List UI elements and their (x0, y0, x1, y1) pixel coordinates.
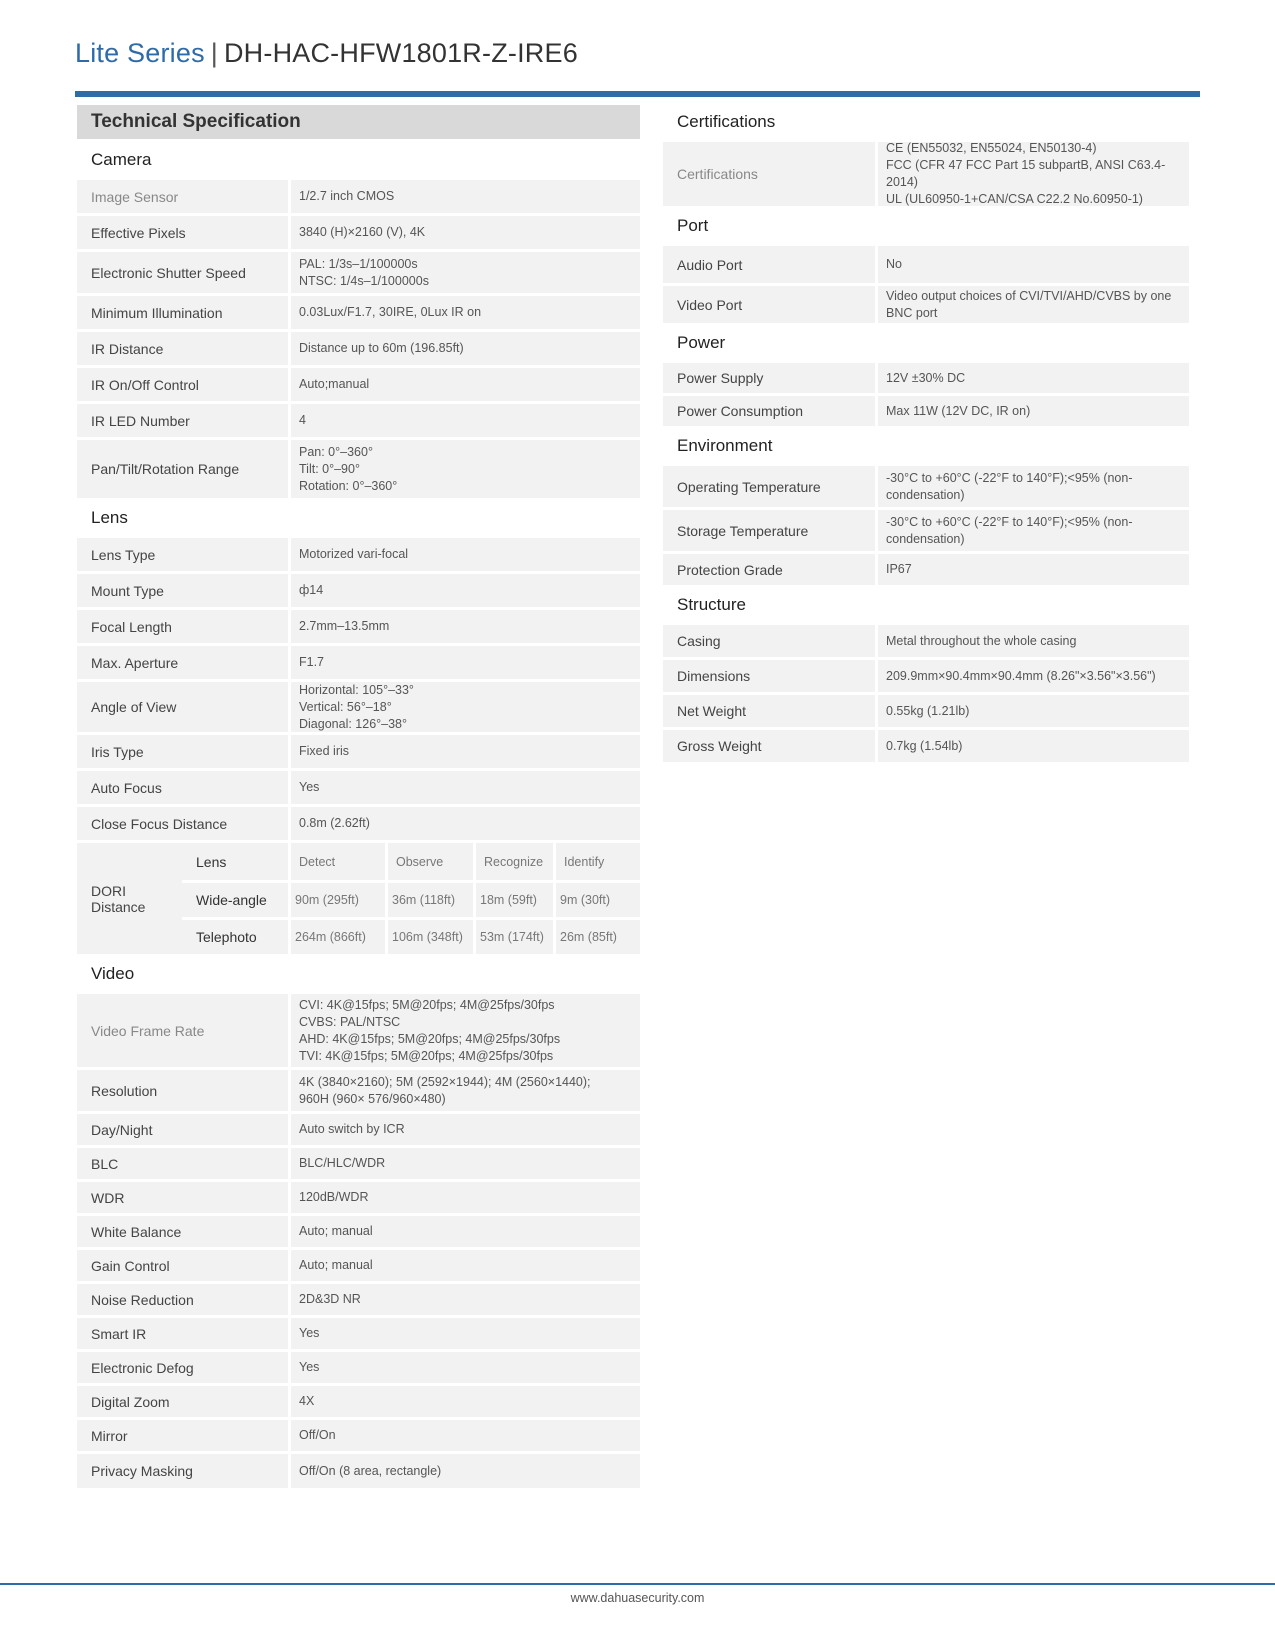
table-row (663, 730, 1189, 762)
power-table (663, 363, 1189, 426)
spec-value: 1/2.7 inch CMOS (291, 180, 640, 213)
table-row (663, 363, 1189, 393)
spec-value: 209.9mm×90.4mm×90.4mm (8.26"×3.56"×3.56") (878, 660, 1189, 692)
spec-label: Resolution (77, 1070, 288, 1111)
dori-cell: 90m (295ft) (288, 883, 385, 917)
spec-label: Operating Temperature (663, 466, 875, 507)
table-row (77, 180, 640, 213)
title-separator: | (210, 38, 218, 68)
spec-value: 120dB/WDR (291, 1182, 640, 1213)
spec-label: IR Distance (77, 332, 288, 365)
table-row (77, 296, 640, 329)
table-row (663, 142, 1189, 206)
dori-cell: Identify (553, 843, 640, 880)
table-row (77, 252, 640, 293)
spec-label: Audio Port (663, 246, 875, 283)
table-row (77, 1352, 640, 1383)
section-video: Video (91, 964, 135, 983)
table-row (77, 574, 640, 607)
spec-value: 2.7mm–13.5mm (291, 610, 640, 643)
spec-value: -30°C to +60°C (-22°F to 140°F);<95% (non-condensation) (878, 510, 1189, 551)
spec-label: Noise Reduction (77, 1284, 288, 1315)
section-lens: Lens (91, 508, 128, 527)
table-row (663, 510, 1189, 551)
spec-label: Privacy Masking (77, 1454, 288, 1488)
spec-value: No (878, 246, 1189, 283)
dori-cell: 18m (59ft) (473, 883, 553, 917)
dori-cell: 106m (348ft) (385, 920, 473, 954)
dori-cell: 53m (174ft) (473, 920, 553, 954)
dori-row (182, 880, 640, 917)
dori-cell: Observe (385, 843, 473, 880)
table-row (77, 610, 640, 643)
spec-value: Yes (291, 1318, 640, 1349)
table-row (77, 646, 640, 679)
spec-label: Gain Control (77, 1250, 288, 1281)
spec-label: Dimensions (663, 660, 875, 692)
spec-label: Pan/Tilt/Rotation Range (77, 440, 288, 498)
camera-table (77, 180, 640, 498)
dori-cell: 36m (118ft) (385, 883, 473, 917)
table-row (77, 807, 640, 840)
spec-value: F1.7 (291, 646, 640, 679)
dori-cell: 26m (85ft) (553, 920, 640, 954)
spec-label: Lens Type (77, 538, 288, 571)
spec-value: 3840 (H)×2160 (V), 4K (291, 216, 640, 249)
spec-value: Motorized vari-focal (291, 538, 640, 571)
spec-value: Distance up to 60m (196.85ft) (291, 332, 640, 365)
video-table (77, 994, 640, 1488)
spec-value: CE (EN55032, EN55024, EN50130-4) FCC (CFR 47 FCC Part 15 subpartB, ANSI C63.4-2014) UL (UL60950-1+CAN/CSA C22.2 No.60950-1) (878, 142, 1189, 206)
table-row (663, 660, 1189, 692)
spec-value: BLC/HLC/WDR (291, 1148, 640, 1179)
dori-row (182, 917, 640, 954)
table-row (663, 625, 1189, 657)
spec-value: Video output choices of CVI/TVI/AHD/CVBS by one BNC port (878, 286, 1189, 323)
table-row (77, 404, 640, 437)
spec-label: Casing (663, 625, 875, 657)
certifications-table (663, 142, 1189, 206)
environment-table (663, 466, 1189, 585)
spec-value: Off/On (8 area, rectangle) (291, 1454, 640, 1488)
spec-value: Off/On (291, 1420, 640, 1451)
spec-label: Gross Weight (663, 730, 875, 762)
spec-value: 0.03Lux/F1.7, 30IRE, 0Lux IR on (291, 296, 640, 329)
spec-label: Max. Aperture (77, 646, 288, 679)
dori-cell: 9m (30ft) (553, 883, 640, 917)
spec-label: Smart IR (77, 1318, 288, 1349)
series-name: Lite Series (75, 38, 205, 68)
dori-row-label: Wide-angle (196, 892, 267, 908)
spec-value: 12V ±30% DC (878, 363, 1189, 393)
footer-url: www.dahuasecurity.com (570, 1591, 705, 1605)
table-row (663, 396, 1189, 426)
table-row (77, 1284, 640, 1315)
spec-value: 4X (291, 1386, 640, 1417)
table-row (77, 1386, 640, 1417)
table-row (77, 216, 640, 249)
spec-label: Day/Night (77, 1114, 288, 1145)
table-row (77, 1114, 640, 1145)
dori-row-label: Telephoto (196, 929, 257, 945)
spec-value: 0.8m (2.62ft) (291, 807, 640, 840)
spec-label: IR On/Off Control (77, 368, 288, 401)
table-row (77, 1182, 640, 1213)
section-camera: Camera (91, 150, 152, 169)
spec-value: -30°C to +60°C (-22°F to 140°F);<95% (non-condensation) (878, 466, 1189, 507)
spec-value: Horizontal: 105°–33° Vertical: 56°–18° Diagonal: 126°–38° (291, 682, 640, 732)
spec-value: Yes (291, 771, 640, 804)
spec-label: Mount Type (77, 574, 288, 607)
table-row (77, 1148, 640, 1179)
spec-label: Close Focus Distance (77, 807, 288, 840)
section-structure: Structure (677, 595, 746, 614)
spec-label: IR LED Number (77, 404, 288, 437)
spec-value: 0.55kg (1.21lb) (878, 695, 1189, 727)
spec-value: Yes (291, 1352, 640, 1383)
section-environment: Environment (677, 436, 773, 455)
dori-grid (182, 843, 640, 954)
port-table (663, 246, 1189, 323)
spec-label: Electronic Defog (77, 1352, 288, 1383)
spec-label: WDR (77, 1182, 288, 1213)
spec-label: Net Weight (663, 695, 875, 727)
spec-label: Power Supply (663, 363, 875, 393)
dori-table (77, 843, 640, 954)
spec-value: Auto;manual (291, 368, 640, 401)
spec-value: Max 11W (12V DC, IR on) (878, 396, 1189, 426)
footer-rule (0, 1583, 1275, 1585)
model-name: DH-HAC-HFW1801R-Z-IRE6 (223, 38, 578, 68)
table-row (77, 440, 640, 498)
lens-table (77, 538, 640, 840)
spec-label: Electronic Shutter Speed (77, 252, 288, 293)
table-row (77, 368, 640, 401)
left-column (77, 105, 640, 1491)
spec-value: ф14 (291, 574, 640, 607)
spec-label: Video Frame Rate (77, 994, 288, 1067)
spec-label: Storage Temperature (663, 510, 875, 551)
header-rule (75, 91, 1200, 97)
spec-label: Mirror (77, 1420, 288, 1451)
table-row (77, 1420, 640, 1451)
section-port: Port (677, 216, 709, 235)
spec-label: Protection Grade (663, 554, 875, 585)
spec-title: Technical Specification (77, 105, 640, 139)
spec-label: Auto Focus (77, 771, 288, 804)
dori-cell: Detect (288, 843, 385, 880)
table-row (663, 466, 1189, 507)
table-row (77, 682, 640, 732)
dori-row-label: Lens (196, 853, 227, 870)
spec-label: Digital Zoom (77, 1386, 288, 1417)
spec-label: Effective Pixels (77, 216, 288, 249)
spec-value: Auto switch by ICR (291, 1114, 640, 1145)
spec-label: Minimum Illumination (77, 296, 288, 329)
spec-label: Iris Type (77, 735, 288, 768)
table-row (77, 1250, 640, 1281)
spec-value: 4K (3840×2160); 5M (2592×1944); 4M (2560×1440); 960H (960× 576/960×480) (291, 1070, 640, 1111)
spec-value: Metal throughout the whole casing (878, 625, 1189, 657)
spec-value: 2D&3D NR (291, 1284, 640, 1315)
dori-cell: Recognize (473, 843, 553, 880)
spec-label: BLC (77, 1148, 288, 1179)
spec-value: Fixed iris (291, 735, 640, 768)
dori-header-row (182, 843, 640, 880)
table-row (77, 1318, 640, 1349)
spec-value: Pan: 0°–360° Tilt: 0°–90° Rotation: 0°–360° (291, 440, 640, 498)
spec-label: Image Sensor (77, 180, 288, 213)
spec-value: IP67 (878, 554, 1189, 585)
spec-label: Power Consumption (663, 396, 875, 426)
spec-value: CVI: 4K@15fps; 5M@20fps; 4M@25fps/30fps CVBS: PAL/NTSC AHD: 4K@15fps; 5M@20fps; 4M@25fps/30fps TVI: 4K@15fps; 5M@20fps; 4M@25fps/30fps (291, 994, 640, 1067)
spec-label: Focal Length (77, 610, 288, 643)
table-row (77, 1070, 640, 1111)
table-row (663, 695, 1189, 727)
spec-label: Angle of View (77, 682, 288, 732)
table-row (77, 771, 640, 804)
spec-label: Video Port (663, 286, 875, 323)
spec-value: Auto; manual (291, 1250, 640, 1281)
table-row (663, 246, 1189, 283)
spec-value: PAL: 1/3s–1/100000s NTSC: 1/4s–1/100000s (291, 252, 640, 293)
page-title (75, 38, 578, 69)
table-row (77, 735, 640, 768)
spec-value: 0.7kg (1.54lb) (878, 730, 1189, 762)
dori-cell: 264m (866ft) (288, 920, 385, 954)
section-power: Power (677, 333, 726, 352)
table-row (77, 1216, 640, 1247)
table-row (663, 554, 1189, 585)
table-row (77, 1454, 640, 1488)
spec-value: Auto; manual (291, 1216, 640, 1247)
table-row (663, 286, 1189, 323)
section-certifications: Certifications (677, 112, 776, 131)
spec-label: Certifications (663, 142, 875, 206)
right-column (663, 105, 1189, 765)
structure-table (663, 625, 1189, 762)
table-row (77, 994, 640, 1067)
table-row (77, 332, 640, 365)
spec-label: White Balance (77, 1216, 288, 1247)
spec-value: 4 (291, 404, 640, 437)
table-row (77, 538, 640, 571)
dori-label: DORI Distance (77, 843, 182, 954)
